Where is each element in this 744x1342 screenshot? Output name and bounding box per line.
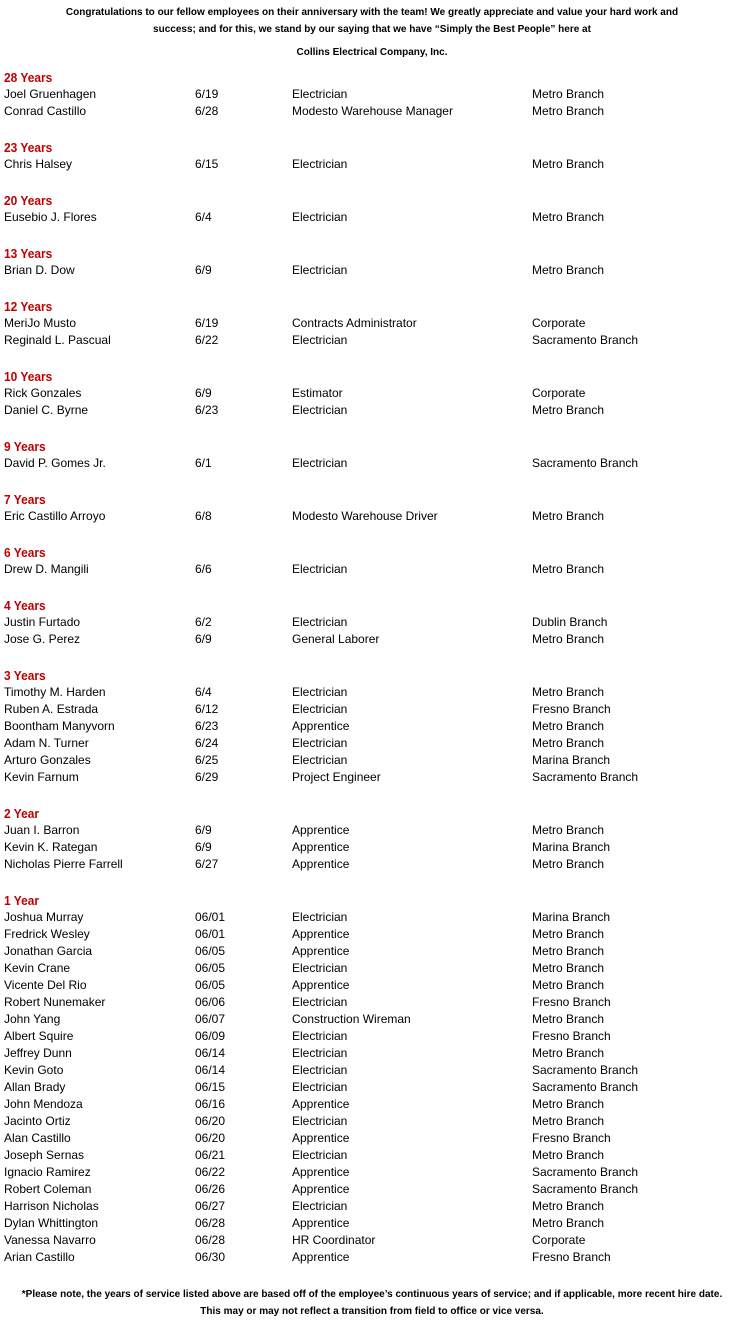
employee-row	[4, 631, 740, 648]
employee-row	[4, 1147, 740, 1164]
branch-name: Sacramento Branch	[532, 333, 639, 347]
employee-row	[4, 960, 740, 977]
job-title: Estimator	[292, 386, 343, 400]
employee-row	[4, 315, 740, 332]
employee-row	[4, 752, 740, 769]
years-heading: 6 Years	[4, 545, 46, 560]
employee-name: Arian Castillo	[4, 1250, 75, 1264]
job-title: Electrician	[292, 961, 348, 975]
anniversary-date: 6/8	[195, 509, 212, 523]
employee-row	[4, 1062, 740, 1079]
employee-row	[4, 455, 740, 472]
years-group	[4, 140, 740, 173]
branch-name: Sacramento Branch	[532, 1182, 639, 1196]
job-title: Apprentice	[292, 1131, 350, 1145]
anniversary-date: 06/21	[195, 1148, 226, 1162]
footer-line-2: This may or may not reflect a transition from field to office or vice versa.	[200, 1306, 544, 1317]
job-title: Project Engineer	[292, 770, 381, 784]
anniversary-date: 6/4	[195, 685, 212, 699]
anniversary-date: 06/14	[195, 1063, 226, 1077]
job-title: Electrician	[292, 157, 348, 171]
job-title: Electrician	[292, 87, 348, 101]
job-title: Electrician	[292, 403, 348, 417]
employee-name: Robert Coleman	[4, 1182, 92, 1196]
anniversary-date: 06/05	[195, 961, 226, 975]
job-title: Apprentice	[292, 1182, 350, 1196]
employee-row	[4, 508, 740, 525]
employee-name: Kevin Crane	[4, 961, 71, 975]
employee-row	[4, 103, 740, 120]
employee-row	[4, 822, 740, 839]
branch-name: Metro Branch	[532, 736, 605, 750]
branch-name: Sacramento Branch	[532, 456, 639, 470]
job-title: Apprentice	[292, 927, 350, 941]
anniversary-date: 6/25	[195, 753, 219, 767]
anniversary-date: 6/9	[195, 840, 212, 854]
employee-name: Kevin Farnum	[4, 770, 79, 784]
anniversary-date: 06/28	[195, 1216, 226, 1230]
employee-name: John Mendoza	[4, 1097, 83, 1111]
employee-row	[4, 926, 740, 943]
employee-row	[4, 735, 740, 752]
employee-name: Arturo Gonzales	[4, 753, 91, 767]
branch-name: Metro Branch	[532, 210, 605, 224]
branch-name: Fresno Branch	[532, 1131, 611, 1145]
branch-name: Metro Branch	[532, 1097, 605, 1111]
employee-name: Joel Gruenhagen	[4, 87, 97, 101]
employee-name: Alan Castillo	[4, 1131, 71, 1145]
footer-note	[0, 1286, 744, 1320]
employee-row	[4, 839, 740, 856]
anniversary-date: 6/19	[195, 316, 219, 330]
employee-name: David P. Gomes Jr.	[4, 456, 106, 470]
branch-name: Fresno Branch	[532, 702, 611, 716]
anniversary-date: 6/19	[195, 87, 219, 101]
employee-row	[4, 1096, 740, 1113]
branch-name: Metro Branch	[532, 509, 605, 523]
anniversary-date: 6/27	[195, 857, 219, 871]
job-title: Apprentice	[292, 1216, 350, 1230]
years-group	[4, 893, 740, 1266]
years-heading: 10 Years	[4, 369, 53, 384]
job-title: Electrician	[292, 210, 348, 224]
employee-row	[4, 856, 740, 873]
anniversary-date: 6/23	[195, 403, 219, 417]
anniversary-date: 6/9	[195, 386, 212, 400]
job-title: General Laborer	[292, 632, 380, 646]
branch-name: Sacramento Branch	[532, 1063, 639, 1077]
employee-name: Adam N. Turner	[4, 736, 89, 750]
employee-row	[4, 1181, 740, 1198]
employee-row	[4, 332, 740, 349]
anniversary-date: 06/27	[195, 1199, 226, 1213]
years-heading: 20 Years	[4, 193, 53, 208]
employee-name: Albert Squire	[4, 1029, 74, 1043]
job-title: Electrician	[292, 753, 348, 767]
job-title: Electrician	[292, 995, 348, 1009]
job-title: Apprentice	[292, 1097, 350, 1111]
employee-name: John Yang	[4, 1012, 61, 1026]
anniversary-date: 6/15	[195, 157, 219, 171]
years-heading: 7 Years	[4, 492, 46, 507]
branch-name: Metro Branch	[532, 263, 605, 277]
job-title: Apprentice	[292, 1250, 350, 1264]
job-title: HR Coordinator	[292, 1233, 376, 1247]
branch-name: Sacramento Branch	[532, 770, 639, 784]
employee-row	[4, 1011, 740, 1028]
employee-row	[4, 701, 740, 718]
employee-name: Eusebio J. Flores	[4, 210, 97, 224]
employee-name: Fredrick Wesley	[4, 927, 90, 941]
branch-name: Marina Branch	[532, 840, 611, 854]
employee-name: Justin Furtado	[4, 615, 81, 629]
employee-row	[4, 86, 740, 103]
job-title: Modesto Warehouse Driver	[292, 509, 438, 523]
employee-row	[4, 402, 740, 419]
branch-name: Fresno Branch	[532, 1250, 611, 1264]
anniversary-date: 6/9	[195, 823, 212, 837]
job-title: Apprentice	[292, 719, 350, 733]
anniversary-date: 06/01	[195, 927, 226, 941]
branch-name: Metro Branch	[532, 823, 605, 837]
years-group	[4, 70, 740, 120]
anniversary-date: 06/07	[195, 1012, 226, 1026]
employee-name: MeriJo Musto	[4, 316, 77, 330]
employee-row	[4, 1130, 740, 1147]
employee-row	[4, 1113, 740, 1130]
branch-name: Metro Branch	[532, 1046, 605, 1060]
job-title: Electrician	[292, 562, 348, 576]
employee-name: Nicholas Pierre Farrell	[4, 857, 123, 871]
employee-name: Drew D. Mangili	[4, 562, 89, 576]
job-title: Apprentice	[292, 840, 350, 854]
employee-name: Jacinto Ortiz	[4, 1114, 71, 1128]
employee-row	[4, 769, 740, 786]
branch-name: Metro Branch	[532, 1114, 605, 1128]
anniversary-date: 06/01	[195, 910, 226, 924]
employee-row	[4, 684, 740, 701]
years-group	[4, 545, 740, 578]
job-title: Apprentice	[292, 1165, 350, 1179]
years-heading: 23 Years	[4, 140, 53, 155]
anniversary-date: 6/6	[195, 562, 212, 576]
employee-name: Kevin K. Rategan	[4, 840, 98, 854]
employee-name: Eric Castillo Arroyo	[4, 509, 106, 523]
job-title: Electrician	[292, 1148, 348, 1162]
branch-name: Metro Branch	[532, 961, 605, 975]
anniversary-date: 6/1	[195, 456, 212, 470]
branch-name: Metro Branch	[532, 1216, 605, 1230]
branch-name: Dublin Branch	[532, 615, 608, 629]
job-title: Electrician	[292, 1063, 348, 1077]
anniversary-date: 6/22	[195, 333, 219, 347]
years-heading: 2 Year	[4, 806, 40, 821]
employee-row	[4, 1249, 740, 1266]
job-title: Electrician	[292, 456, 348, 470]
anniversary-date: 06/09	[195, 1029, 226, 1043]
anniversary-date: 06/15	[195, 1080, 226, 1094]
years-group	[4, 369, 740, 419]
employee-name: Ignacio Ramirez	[4, 1165, 91, 1179]
intro-message	[0, 4, 744, 38]
employee-name: Kevin Goto	[4, 1063, 64, 1077]
employee-name: Rick Gonzales	[4, 386, 82, 400]
employee-name: Brian D. Dow	[4, 263, 75, 277]
employee-name: Chris Halsey	[4, 157, 73, 171]
branch-name: Metro Branch	[532, 157, 605, 171]
job-title: Construction Wireman	[292, 1012, 411, 1026]
branch-name: Metro Branch	[532, 1148, 605, 1162]
years-heading: 9 Years	[4, 439, 46, 454]
anniversary-date: 06/06	[195, 995, 226, 1009]
employee-row	[4, 1028, 740, 1045]
job-title: Apprentice	[292, 944, 350, 958]
branch-name: Metro Branch	[532, 632, 605, 646]
branch-name: Metro Branch	[532, 87, 605, 101]
employee-name: Joshua Murray	[4, 910, 84, 924]
company-name: Collins Electrical Company, Inc.	[296, 47, 448, 58]
employee-row	[4, 1164, 740, 1181]
employee-name: Conrad Castillo	[4, 104, 87, 118]
anniversary-date: 6/4	[195, 210, 212, 224]
years-heading: 4 Years	[4, 598, 46, 613]
anniversary-date: 06/26	[195, 1182, 226, 1196]
job-title: Apprentice	[292, 978, 350, 992]
employee-row	[4, 614, 740, 631]
employee-name: Ruben A. Estrada	[4, 702, 99, 716]
anniversary-date: 6/2	[195, 615, 212, 629]
employee-name: Joseph Sernas	[4, 1148, 85, 1162]
job-title: Electrician	[292, 1114, 348, 1128]
years-group	[4, 193, 740, 226]
employee-row	[4, 561, 740, 578]
years-heading: 1 Year	[4, 893, 40, 908]
branch-name: Corporate	[532, 316, 586, 330]
employee-name: Vanessa Navarro	[4, 1233, 96, 1247]
anniversary-date: 6/24	[195, 736, 219, 750]
employee-name: Jose G. Perez	[4, 632, 81, 646]
employee-name: Jeffrey Dunn	[4, 1046, 72, 1060]
branch-name: Metro Branch	[532, 1199, 605, 1213]
employee-row	[4, 262, 740, 279]
years-group	[4, 806, 740, 873]
employee-name: Juan I. Barron	[4, 823, 80, 837]
branch-name: Metro Branch	[532, 562, 605, 576]
employee-row	[4, 1215, 740, 1232]
employee-row	[4, 909, 740, 926]
job-title: Electrician	[292, 910, 348, 924]
anniversary-date: 6/9	[195, 263, 212, 277]
years-heading: 3 Years	[4, 668, 46, 683]
branch-name: Fresno Branch	[532, 1029, 611, 1043]
years-group	[4, 246, 740, 279]
job-title: Electrician	[292, 615, 348, 629]
anniversary-date: 6/23	[195, 719, 219, 733]
employee-name: Allan Brady	[4, 1080, 66, 1094]
branch-name: Metro Branch	[532, 403, 605, 417]
employee-name: Dylan Whittington	[4, 1216, 99, 1230]
branch-name: Corporate	[532, 386, 586, 400]
job-title: Electrician	[292, 333, 348, 347]
job-title: Electrician	[292, 1199, 348, 1213]
anniversary-date: 06/20	[195, 1114, 226, 1128]
employee-name: Robert Nunemaker	[4, 995, 106, 1009]
employee-row	[4, 1079, 740, 1096]
employee-row	[4, 718, 740, 735]
employee-row	[4, 994, 740, 1011]
job-title: Electrician	[292, 1029, 348, 1043]
employee-name: Timothy M. Harden	[4, 685, 106, 699]
anniversary-date: 06/14	[195, 1046, 226, 1060]
branch-name: Metro Branch	[532, 944, 605, 958]
job-title: Apprentice	[292, 823, 350, 837]
job-title: Modesto Warehouse Manager	[292, 104, 453, 118]
anniversary-date: 6/29	[195, 770, 219, 784]
employee-row	[4, 943, 740, 960]
branch-name: Metro Branch	[532, 719, 605, 733]
branch-name: Marina Branch	[532, 753, 611, 767]
employee-row	[4, 209, 740, 226]
years-group	[4, 492, 740, 525]
branch-name: Metro Branch	[532, 1012, 605, 1026]
branch-name: Metro Branch	[532, 685, 605, 699]
employee-name: Daniel C. Byrne	[4, 403, 89, 417]
job-title: Electrician	[292, 736, 348, 750]
job-title: Electrician	[292, 263, 348, 277]
employee-row	[4, 156, 740, 173]
branch-name: Sacramento Branch	[532, 1080, 639, 1094]
years-group	[4, 598, 740, 648]
branch-name: Metro Branch	[532, 857, 605, 871]
job-title: Contracts Administrator	[292, 316, 417, 330]
footer-line-1: *Please note, the years of service listed above are based off of the employee’s continuous years of service; and if applicable, more recent hire date.	[21, 1289, 723, 1300]
anniversary-date: 6/12	[195, 702, 219, 716]
years-group	[4, 439, 740, 472]
job-title: Electrician	[292, 1080, 348, 1094]
employee-row	[4, 1198, 740, 1215]
intro-line-2: success; and for this, we stand by our saying that we have “Simply the Best People” here at	[153, 24, 591, 35]
anniversary-date: 06/20	[195, 1131, 226, 1145]
employee-row	[4, 1045, 740, 1062]
anniversary-date: 06/05	[195, 944, 226, 958]
years-group	[4, 668, 740, 786]
years-heading: 13 Years	[4, 246, 53, 261]
employee-name: Vicente Del Rio	[4, 978, 87, 992]
employee-name: Reginald L. Pascual	[4, 333, 111, 347]
employee-row	[4, 1232, 740, 1249]
employee-name: Jonathan Garcia	[4, 944, 93, 958]
employee-row	[4, 385, 740, 402]
employee-row	[4, 977, 740, 994]
branch-name: Metro Branch	[532, 104, 605, 118]
job-title: Electrician	[292, 1046, 348, 1060]
job-title: Electrician	[292, 702, 348, 716]
anniversary-date: 06/22	[195, 1165, 226, 1179]
branch-name: Metro Branch	[532, 978, 605, 992]
years-heading: 12 Years	[4, 299, 53, 314]
branch-name: Corporate	[532, 1233, 586, 1247]
years-group	[4, 299, 740, 349]
branch-name: Metro Branch	[532, 927, 605, 941]
anniversary-list	[4, 70, 740, 1286]
job-title: Electrician	[292, 685, 348, 699]
branch-name: Fresno Branch	[532, 995, 611, 1009]
anniversary-date: 06/28	[195, 1233, 226, 1247]
anniversary-date: 6/28	[195, 104, 219, 118]
anniversary-date: 06/30	[195, 1250, 226, 1264]
anniversary-date: 06/16	[195, 1097, 226, 1111]
branch-name: Marina Branch	[532, 910, 611, 924]
years-heading: 28 Years	[4, 70, 53, 85]
intro-line-1: Congratulations to our fellow employees on their anniversary with the team! We greatly appreciate and value your hard work and	[65, 7, 679, 18]
job-title: Apprentice	[292, 857, 350, 871]
branch-name: Sacramento Branch	[532, 1165, 639, 1179]
employee-name: Harrison Nicholas	[4, 1199, 99, 1213]
anniversary-date: 06/05	[195, 978, 226, 992]
anniversary-date: 6/9	[195, 632, 212, 646]
employee-name: Boontham Manyvorn	[4, 719, 115, 733]
